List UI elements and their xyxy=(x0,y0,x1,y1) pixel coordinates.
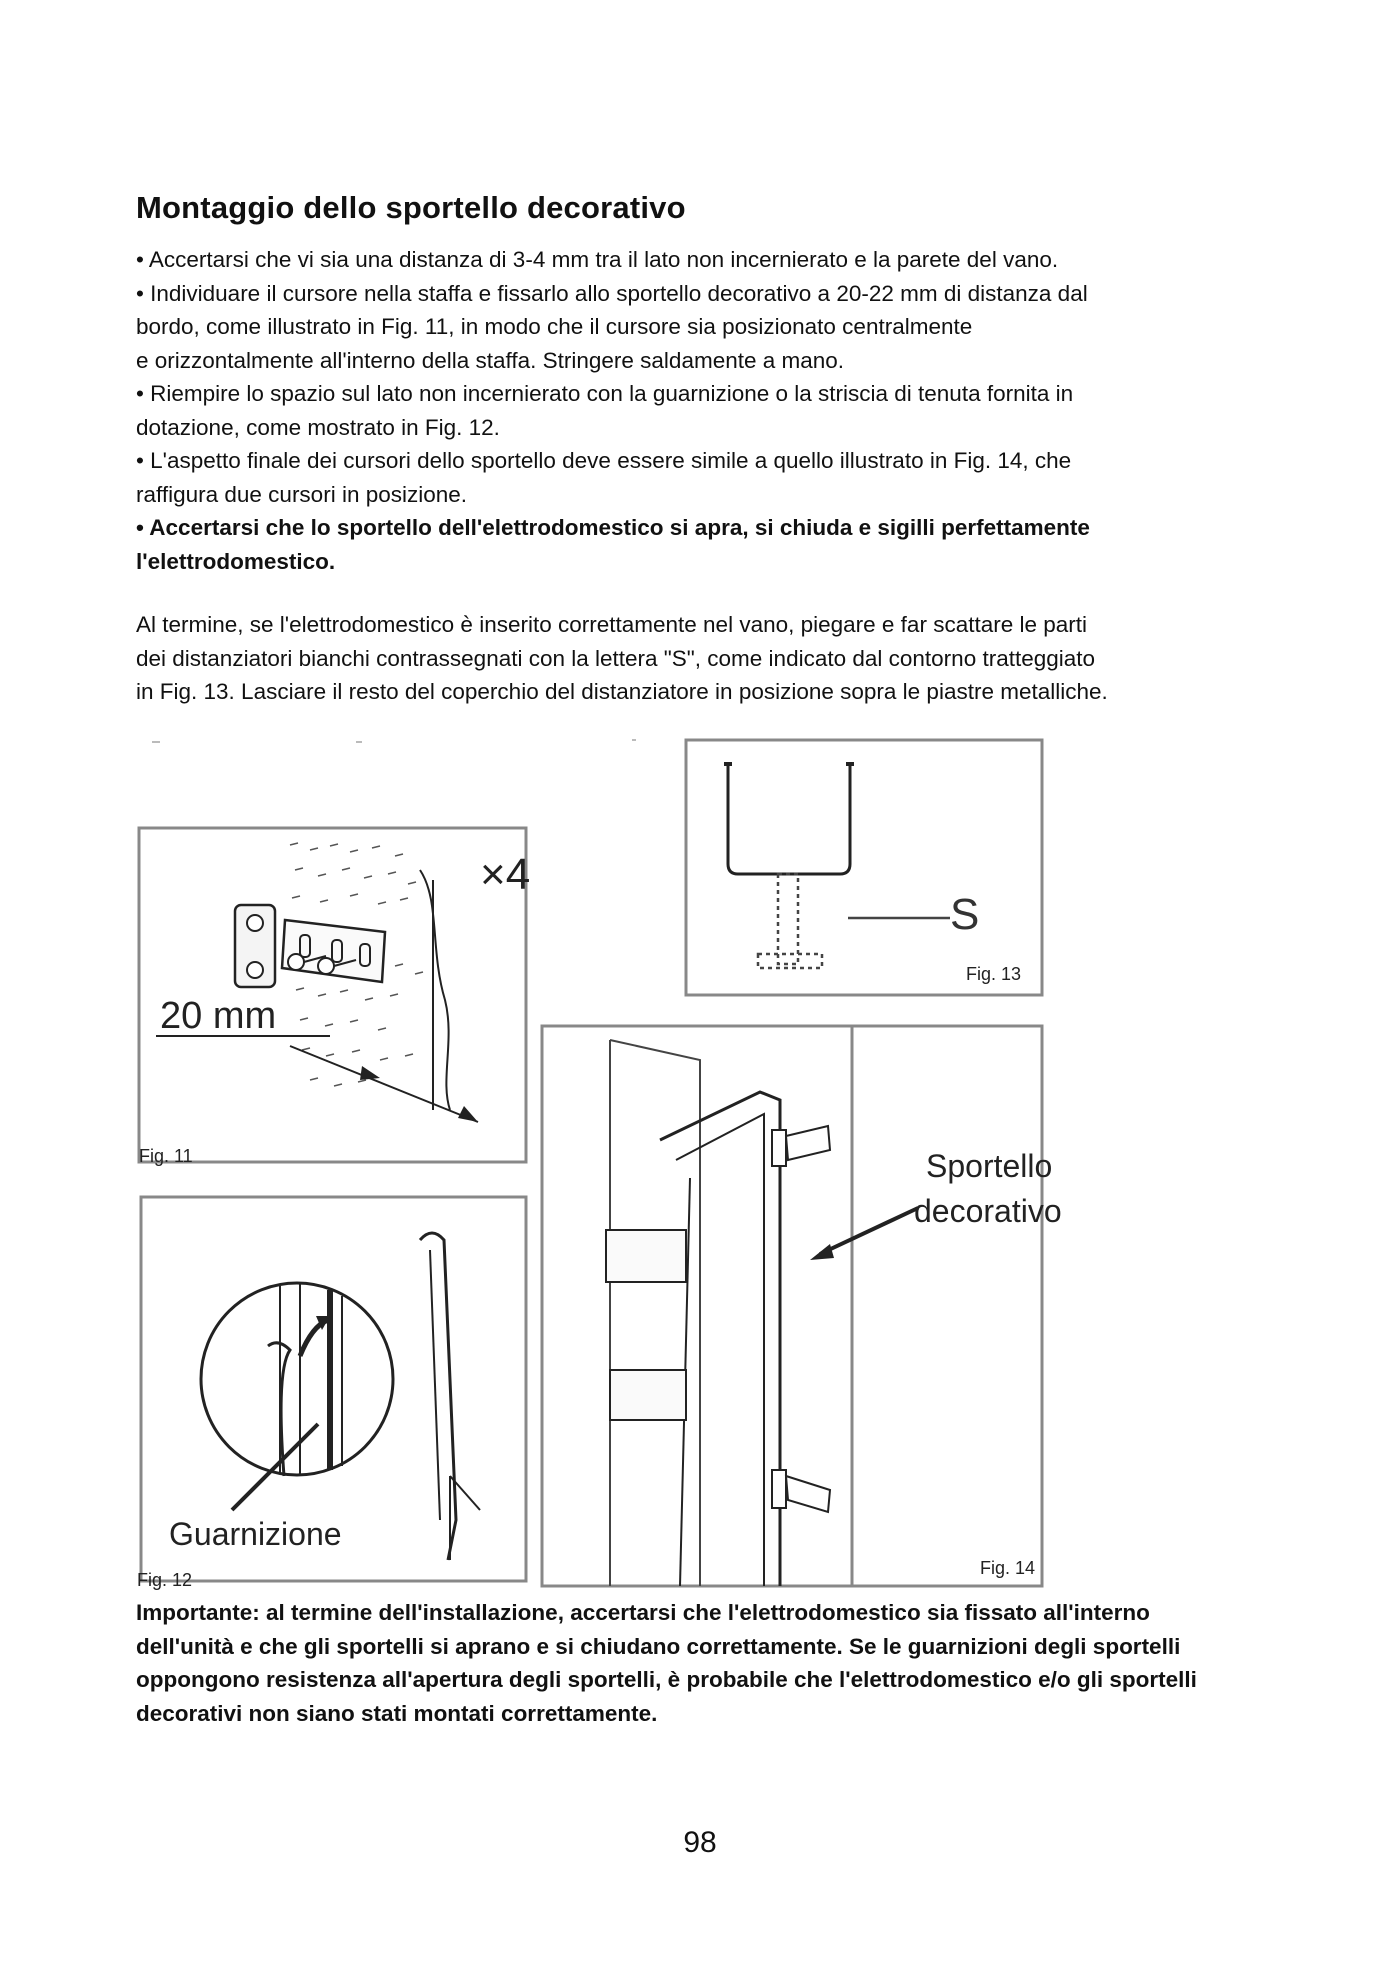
scan-marks xyxy=(152,740,636,742)
fig-11-distance-label: 20 mm xyxy=(160,995,277,1037)
bullet-line: raffigura due cursori in posizione. xyxy=(136,481,468,507)
fig-13-s-letter: S xyxy=(950,890,980,939)
important-line: Importante: al termine dell'installazione, accertarsi che l'elettrodomestico sia fissato all'interno xyxy=(136,1600,1150,1625)
fig-11-multiplier: ×4 xyxy=(480,850,531,899)
bullet-line: dotazione, come mostrato in Fig. 12. xyxy=(136,414,500,440)
important-line: decorativi non siano stati montati correttamente. xyxy=(136,1700,658,1726)
paragraph-line: Al termine, se l'elettrodomestico è inserito correttamente nel vano, piegare e far scattare le parti xyxy=(136,612,1088,637)
bullet-line: • Riempire lo spazio sul lato non incernierato con la guarnizione o la striscia di tenuta fornita in xyxy=(136,381,1074,406)
paragraph-line: in Fig. 13. Lasciare il resto del coperchio del distanziatore in posizione sopra le piastre metalliche. xyxy=(136,679,1108,704)
bullet-line: • L'aspetto finale dei cursori dello sportello deve essere simile a quello illustrato in Fig. 14, che xyxy=(136,448,1072,473)
bullet-line: • Accertarsi che vi sia una distanza di 3-4 mm tra il lato non incernierato e la parete del vano. xyxy=(136,247,1059,272)
fig-14-drawing xyxy=(542,1026,1042,1586)
fig-12-callout: Guarnizione xyxy=(169,1516,342,1552)
fig-13-label: Fig. 13 xyxy=(966,964,1022,984)
fig-13-drawing xyxy=(686,740,1042,995)
section-heading: Montaggio dello sportello decorativo xyxy=(136,190,686,225)
bullet-line-bold: l'elettrodomestico. xyxy=(136,548,336,574)
fig-14-label: Fig. 14 xyxy=(980,1558,1036,1578)
bullet-line: bordo, come illustrato in Fig. 11, in modo che il cursore sia posizionato centralmente xyxy=(136,314,973,339)
fig-14-callout-line2: decorativo xyxy=(914,1193,1062,1229)
page-number: 98 xyxy=(683,1826,717,1859)
bullet-line: e orizzontalmente all'interno della staffa. Stringere saldamente a mano. xyxy=(136,347,845,373)
important-line: dell'unità e che gli sportelli si aprano e si chiudano correttamente. Se le guarnizioni degli sportelli xyxy=(136,1633,1181,1659)
fig-14-callout-line1: Sportello xyxy=(926,1148,1053,1184)
important-line: oppongono resistenza all'apertura degli sportelli, è probabile che l'elettrodomestico e/o gli sportelli xyxy=(136,1667,1197,1692)
fig-12-label: Fig. 12 xyxy=(137,1570,193,1590)
bullet-line: • Individuare il cursore nella staffa e fissarlo allo sportello decorativo a 20-22 mm di distanza dal xyxy=(136,280,1088,306)
fig-11-label: Fig. 11 xyxy=(139,1146,193,1166)
bullet-line-bold: • Accertarsi che lo sportello dell'elettrodomestico si apra, si chiuda e sigilli perfettamente xyxy=(136,515,1090,540)
paragraph-line: dei distanziatori bianchi contrassegnati con la lettera "S", come indicato dal contorno tratteggiato xyxy=(136,645,1096,671)
important-note xyxy=(136,1596,1256,1730)
